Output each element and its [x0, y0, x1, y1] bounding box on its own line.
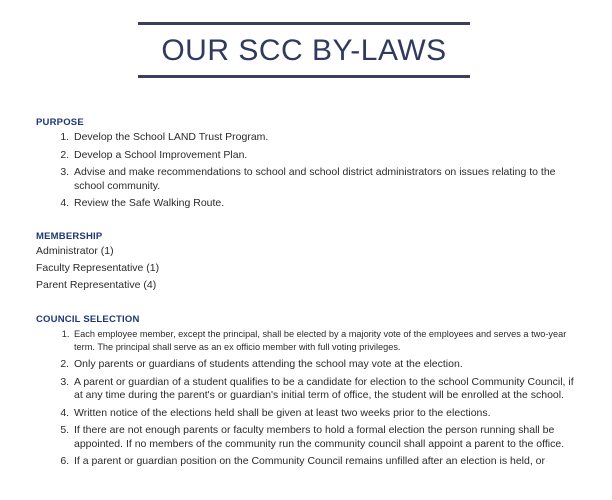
- list-item: 3. A parent or guardian of a student qualifies to be a candidate for election to the school Community Council, if at any time during the parent's or guardian's initial term of office, the student will be enrolled at the school.: [72, 376, 581, 403]
- membership-item: Administrator (1): [36, 245, 114, 257]
- membership-item: Parent Representative (4): [36, 279, 157, 291]
- council-selection-heading: COUNCIL SELECTION: [36, 314, 140, 325]
- purpose-section: [36, 117, 581, 215]
- title-block: [138, 22, 470, 78]
- list-item: 5. If there are not enough parents or faculty members to hold a formal election the person running shall be appointed. If no members of the community run the community council shall appoint a parent to the office.: [72, 424, 581, 451]
- list-item: 4. Review the Safe Walking Route.: [72, 197, 581, 211]
- list-item: 6. If a parent or guardian position on the Community Council remains unfilled after an election is held, or: [72, 455, 581, 469]
- list-item: 3. Advise and make recommendations to school and school district administrators on issues relating to the school community.: [72, 166, 581, 193]
- list-item: 1. Each employee member, except the principal, shall be elected by a majority vote of the employees and serves a two-year term. The principal shall serve as an ex officio member with full voting privileges.: [72, 328, 581, 354]
- page-title: OUR SCC BY-LAWS: [161, 34, 447, 67]
- title-bottom-rule: [138, 75, 470, 78]
- list-item: 4. Written notice of the elections held shall be given at least two weeks prior to the elections.: [72, 407, 581, 421]
- membership-section: [36, 231, 581, 296]
- purpose-heading: PURPOSE: [36, 117, 84, 128]
- list-item: 2. Develop a School Improvement Plan.: [72, 149, 581, 163]
- list-item: 2. Only parents or guardians of students attending the school may vote at the election.: [72, 358, 581, 372]
- membership-heading: MEMBERSHIP: [36, 231, 103, 242]
- council-selection-list: [36, 328, 581, 469]
- title-top-rule: [138, 22, 470, 25]
- list-item: 1. Develop the School LAND Trust Program.: [72, 131, 581, 145]
- council-selection-section: [36, 314, 581, 473]
- purpose-list: [36, 131, 581, 211]
- membership-item: Faculty Representative (1): [36, 262, 160, 274]
